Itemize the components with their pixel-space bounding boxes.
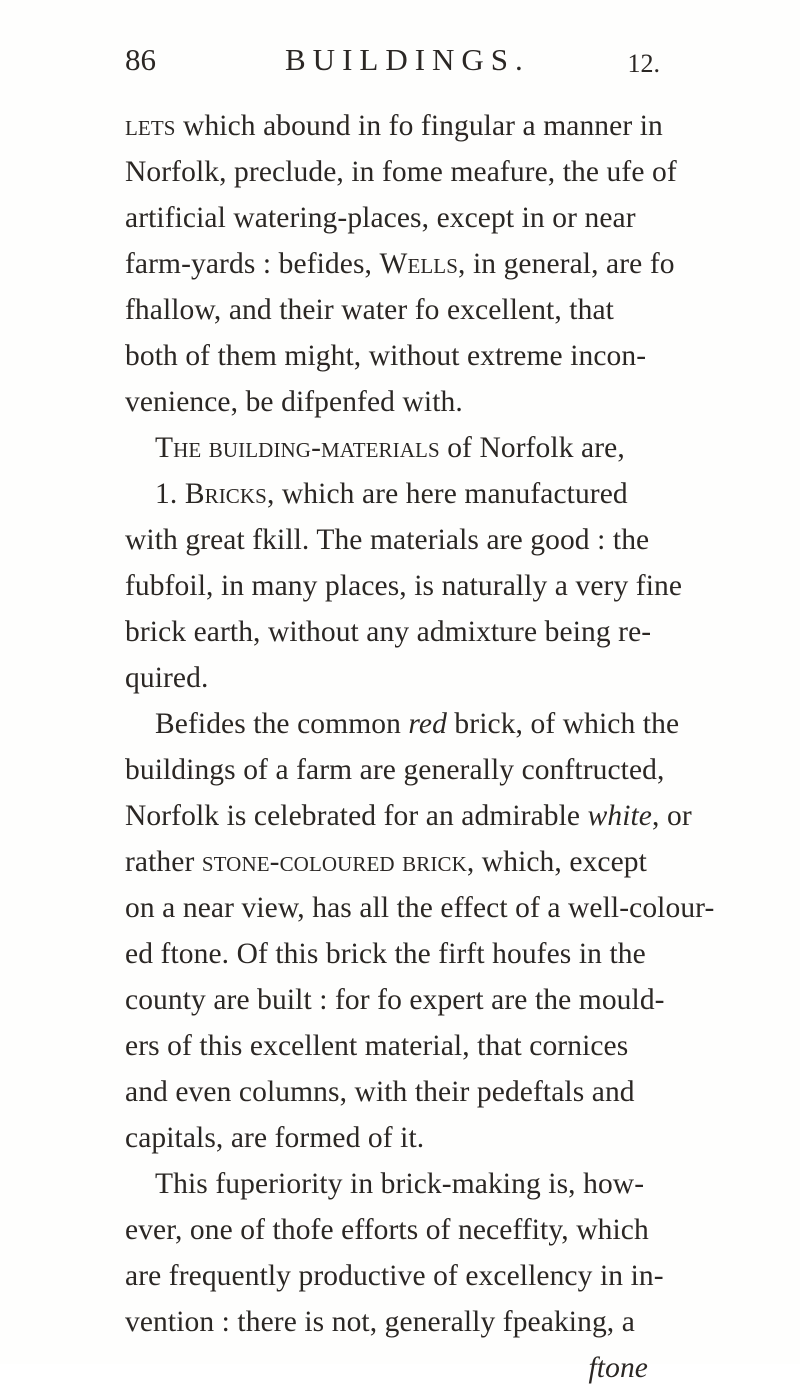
- page-header: [125, 40, 660, 90]
- text-line: fhallow, and their water fo excellent, that: [125, 294, 614, 326]
- text-line: ers of this excellent material, that cornices: [125, 1030, 629, 1062]
- running-head: BUILDINGS.: [285, 42, 530, 77]
- text-line: rather stone-coloured brick, which, except: [125, 846, 647, 878]
- text-line: venience, be difpenfed with.: [125, 386, 463, 418]
- text-line: buildings of a farm are generally conftructed,: [125, 754, 665, 786]
- text-line: lets which abound in fo fingular a manner in: [125, 110, 663, 142]
- text-line: and even columns, with their pedeftals and: [125, 1076, 635, 1108]
- text-line: capitals, are formed of it.: [125, 1122, 425, 1154]
- text-line: farm-yards : befides, Wells, in general, are fo: [125, 248, 675, 280]
- text-line: both of them might, without extreme incon-: [125, 340, 647, 372]
- text-line: with great fkill. The materials are good : the: [125, 524, 650, 556]
- text-line: are frequently productive of excellency in in-: [125, 1260, 664, 1292]
- text-line: ed ftone. Of this brick the firft houfes in the: [125, 938, 646, 970]
- text-line: fubfoil, in many places, is naturally a very fine: [125, 570, 683, 602]
- text-line: Befides the common red brick, of which the: [155, 708, 680, 740]
- text-line: ever, one of thofe efforts of neceffity, which: [125, 1214, 649, 1246]
- text-line: Norfolk, preclude, in fome meafure, the ufe of: [125, 156, 677, 188]
- page-number: 86: [125, 42, 156, 77]
- text-line: vention : there is not, generally fpeaking, a: [125, 1306, 635, 1338]
- text-line: artificial watering-places, except in or near: [125, 202, 636, 234]
- text-line: county are built : for fo expert are the mould-: [125, 984, 665, 1016]
- section-number: 12.: [627, 49, 660, 78]
- catchword: ftone: [588, 1352, 648, 1384]
- text-line: 1. Bricks, which are here manufactured: [155, 478, 628, 510]
- text-line: on a near view, has all the effect of a well-colour-: [125, 892, 715, 924]
- text-line: quired.: [125, 662, 209, 694]
- text-line: The building-materials of Norfolk are,: [155, 432, 625, 464]
- text-line: brick earth, without any admixture being re-: [125, 616, 652, 648]
- body-text: [125, 103, 715, 1391]
- text-line: This fuperiority in brick-making is, how-: [155, 1168, 645, 1200]
- text-line: Norfolk is celebrated for an admirable white, or: [125, 800, 692, 832]
